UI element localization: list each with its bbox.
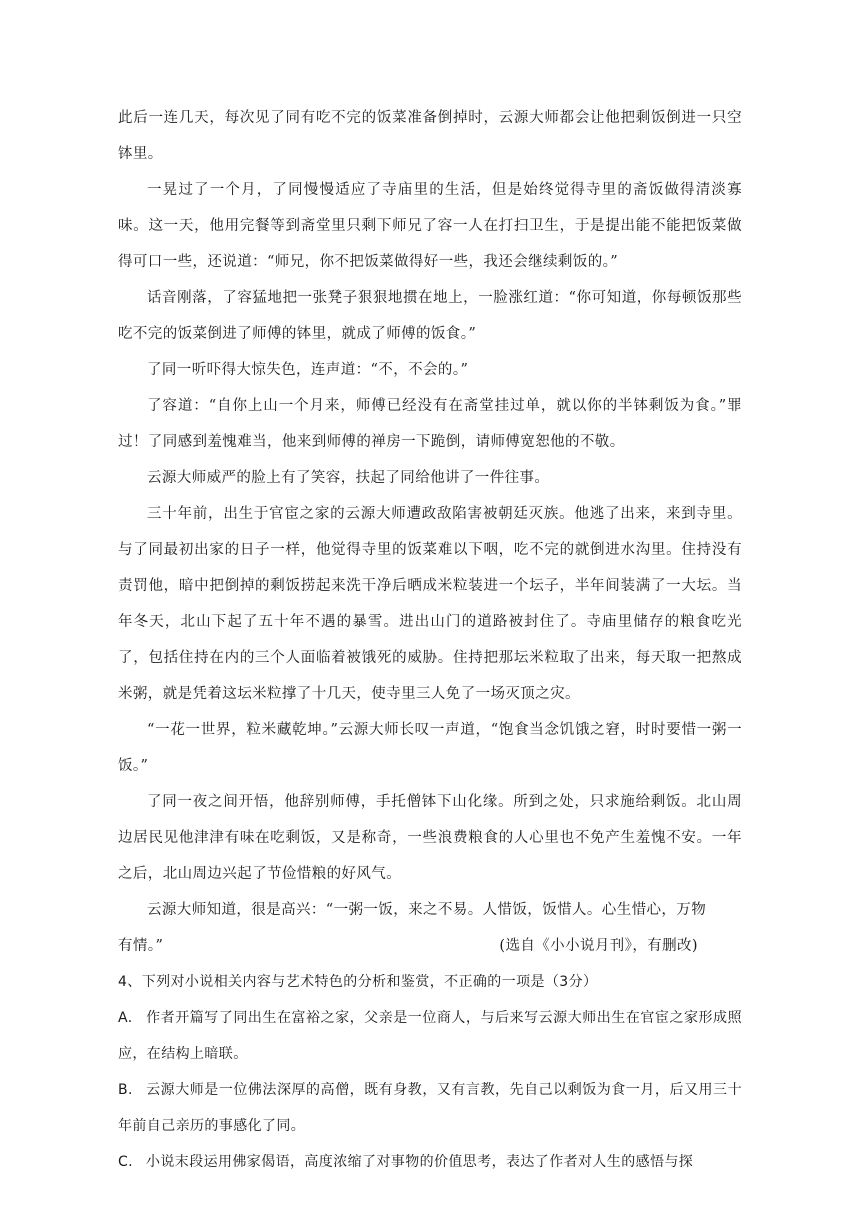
passage-paragraph: 三十年前，出生于官宦之家的云源大师遭政敌陷害被朝廷灭族。他逃了出来，来到寺里。与了同最初出家的日子一样，他觉得寺里的饭菜难以下咽，吃不完的就倒进水沟里。住持没有责罚他，暗中把倒掉的剩饭捞起来洗干净后晒成米粒装进一个坛子，半年间装满了一大坛。当年冬天，北山下起了五十年不遇的暴雪。进出山门的道路被封住了。寺庙里储存的粮食吃光了，包括住持在内的三个人面临着被饿死的威胁。住持把那坛米粒取了出来，每天取一把熬成米粥，就是凭着这坛米粒撑了十几天，使寺里三人免了一场灭顶之灾。 [118, 506, 742, 702]
question-stem: 4、下列对小说相关内容与艺术特色的分析和鉴赏，不正确的一项是（3分） [118, 974, 598, 990]
passage-paragraph: 云源大师威严的脸上有了笑容，扶起了同给他讲了一件往事。 [147, 470, 550, 486]
passage-paragraph: “一花一世界，粒米藏乾坤。”云源大师长叹一声道，“饱食当念饥饿之窘，时时要惜一粥一饭。” [118, 722, 742, 774]
option-letter: B. [118, 1082, 133, 1098]
question-block [118, 964, 742, 1180]
story-passage [118, 100, 742, 892]
source-citation: (选自《小小说月刊》，有删改) [499, 938, 698, 954]
option-text: 小说末段运用佛家偈语，高度浓缩了对事物的价值思考，表达了作者对人生的感悟与探 [146, 1154, 694, 1170]
option-text: 作者开篇写了同出生在富裕之家，父亲是一位商人，与后来写云源大师出生在官宦之家形成照应，在结构上暗联。 [118, 1010, 742, 1062]
passage-paragraph: 话音刚落，了容猛地把一张凳子狠狠地掼在地上，一脸涨红道：“你可知道，你每顿饭那些吃不完的饭菜倒进了师傅的钵里，就成了师傅的饭食。” [118, 290, 742, 342]
final-paragraph [118, 892, 742, 964]
passage-paragraph: 了同一夜之间开悟，他辞别师傅，手托僧钵下山化缘。所到之处，只求施给剩饭。北山周边居民见他津津有味在吃剩饭，又是称奇，一些浪费粮食的人心里也不免产生羞愧不安。一年之后，北山周边兴起了节俭惜粮的好风气。 [118, 794, 742, 882]
final-paragraph-text: 云源大师知道，很是高兴：“一粥一饭，来之不易。人惜饭，饭惜人。心生惜心，万物 [147, 902, 707, 918]
final-paragraph-tail-line [118, 928, 742, 964]
passage-paragraph: 一晃过了一个月，了同慢慢适应了寺庙里的生活，但是始终觉得寺里的斋饭做得清淡寡味。这一天，他用完餐等到斋堂里只剩下师兄了容一人在打扫卫生，于是提出能不能把饭菜做得可口一些，还说道：“师兄，你不把饭菜做得好一些，我还会继续剩饭的。” [118, 182, 742, 270]
answer-option[interactable] [118, 1000, 742, 1072]
answer-options [118, 1000, 742, 1180]
option-text: 云源大师是一位佛法深厚的高僧，既有身教，又有言教，先自己以剩饭为食一月，后又用三十年前自己亲历的事感化了同。 [118, 1082, 742, 1134]
option-letter: A. [118, 1010, 133, 1026]
passage-paragraph: 此后一连几天，每次见了同有吃不完的饭菜准备倒掉时，云源大师都会让他把剩饭倒进一只空钵里。 [118, 110, 742, 162]
document-content [118, 100, 742, 1180]
passage-paragraph: 了容道：“自你上山一个月来，师傅已经没有在斋堂挂过单，就以你的半钵剩饭为食。”罪过！了同感到羞愧难当，他来到师傅的禅房一下跪倒，请师傅宽恕他的不敬。 [118, 398, 742, 450]
answer-option[interactable] [118, 1072, 742, 1144]
passage-paragraph: 了同一听吓得大惊失色，连声道：“不，不会的。” [147, 362, 469, 378]
answer-option[interactable] [118, 1144, 742, 1180]
final-paragraph-tail: 有情。” [118, 938, 164, 954]
option-letter: C. [118, 1154, 134, 1170]
